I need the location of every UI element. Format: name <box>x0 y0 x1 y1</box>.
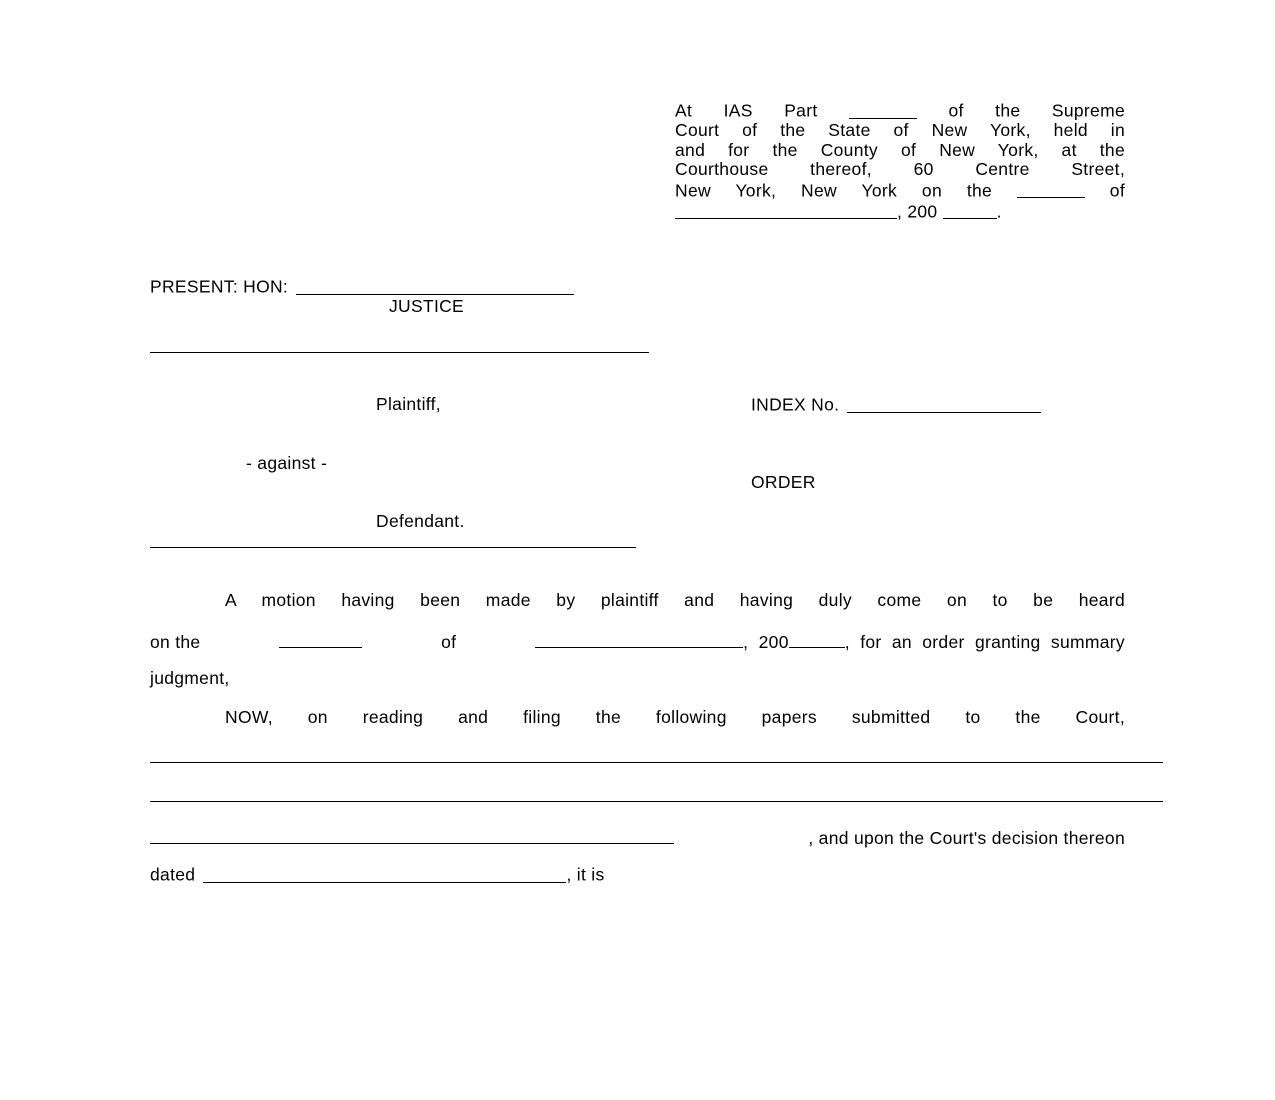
motion-line-2 <box>150 629 1125 653</box>
present-label: PRESENT: HON: <box>150 276 289 297</box>
caption-text: of the Supreme <box>948 100 1125 121</box>
court-caption <box>675 100 1125 222</box>
motion-line-1: A motion having been made by plaintiff and having duly come on to be heard <box>225 590 1125 610</box>
papers-line-1: NOW, on reading and filing the following papers submitted to the Court, <box>225 707 1125 727</box>
document-title: ORDER <box>751 472 816 492</box>
decision-text: , and upon the Court's decision thereon <box>808 827 1125 848</box>
against-label: - against - <box>246 453 328 473</box>
year-blank <box>943 201 997 220</box>
caption-text: of <box>1109 180 1125 200</box>
caption-text: New York, New York on the <box>675 180 993 200</box>
caption-text: . <box>996 201 1002 221</box>
party-box-top-rule <box>150 352 649 353</box>
motion-text: , 200 <box>743 631 789 652</box>
month-blank <box>675 201 897 220</box>
motion-date-group <box>535 629 1125 653</box>
dated-line <box>150 864 1125 886</box>
papers-blank-line-3 <box>150 825 674 844</box>
motion-text: on the <box>150 631 201 652</box>
caption-text: At IAS Part <box>675 100 818 121</box>
justice-name-blank <box>296 276 574 295</box>
caption-text: , 200 <box>897 201 938 221</box>
present-line <box>150 276 574 298</box>
dated-label: dated <box>150 864 196 885</box>
part-blank <box>849 100 917 119</box>
motion-line-3: judgment, <box>150 668 230 688</box>
caption-line-2: Court of the State of New York, held in <box>675 120 1125 140</box>
caption-line-4: Courthouse thereof, 60 Centre Street, <box>675 159 1125 179</box>
plaintiff-label: Plaintiff, <box>376 394 441 414</box>
motion-day-blank <box>279 629 362 648</box>
caption-line-1 <box>675 100 1125 121</box>
decision-date-blank <box>203 864 566 883</box>
index-number-line <box>751 394 1041 416</box>
caption-line-6 <box>675 201 1125 222</box>
papers-blank-line-2 <box>150 801 1163 802</box>
dated-text: , it is <box>566 864 605 885</box>
motion-month-blank <box>535 629 743 648</box>
caption-line-3: and for the County of New York, at the <box>675 139 1125 160</box>
papers-blank-line-1 <box>150 762 1163 763</box>
defendant-label: Defendant. <box>376 511 465 531</box>
papers-line-4 <box>150 825 1125 849</box>
caption-line-5 <box>675 180 1125 201</box>
motion-text: of <box>441 631 457 652</box>
day-blank <box>1017 180 1085 199</box>
party-box-bottom-rule <box>150 547 636 548</box>
motion-year-blank <box>789 629 845 648</box>
index-number-blank <box>847 394 1041 413</box>
index-label: INDEX No. <box>751 394 840 415</box>
justice-label: JUSTICE <box>389 296 465 316</box>
motion-text: , for an order granting summary <box>844 631 1125 652</box>
